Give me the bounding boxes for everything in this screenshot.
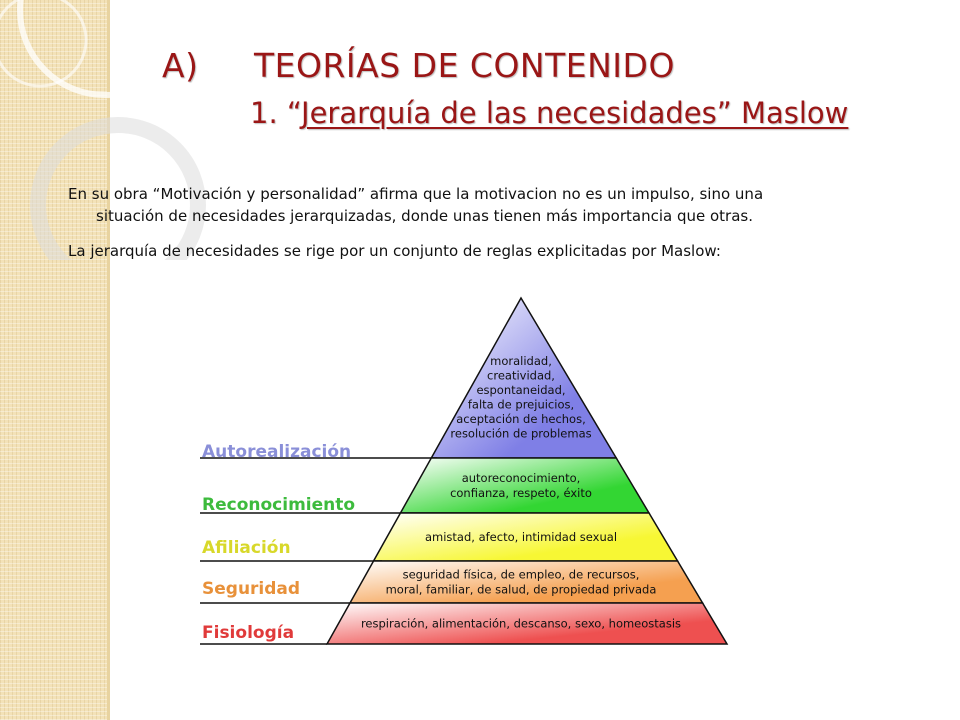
subtitle-underlined: Jerarquía de las necesidades” Maslow [301,96,849,130]
title-main: TEORÍAS DE CONTENIDO [254,46,675,85]
level-label-2: Reconocimiento [202,495,356,515]
layer-1-content-line: creatividad, [487,368,555,383]
level-label-1: Autorealización [202,442,352,462]
intro-line-2: situación de necesidades jerarquizadas, donde unas tienen más importancia que otras. [96,207,753,225]
layer-1-content-line: falta de prejuicios, [467,397,575,412]
layer-3-content-line: amistad, afecto, intimidad sexual [424,530,618,544]
level-label-3: Afiliación [202,538,291,558]
layer-1-content-line: espontaneidad, [476,382,566,397]
layer-1-content-line: moralidad, [490,353,552,368]
layer-2-content-line: autoreconocimiento, [461,471,581,485]
layer-1-content-line: resolución de problemas [450,426,592,441]
level-label-4: Seguridad [202,579,301,599]
layer-5-content-line: respiración, alimentación, descanso, sexo, homeostasis [360,616,682,631]
layer-2-content-line: confianza, respeto, éxito [450,486,592,500]
layer-4-content-line: moral, familiar, de salud, de propiedad privada [385,582,657,597]
level-label-5: Fisiología [202,623,295,643]
rules-paragraph: La jerarquía de necesidades se rige por un conjunto de reglas explicitadas por Maslow: [68,242,721,260]
layer-1-content-line: aceptación de hechos, [456,411,586,426]
subtitle-prefix: 1. “ [250,96,302,130]
intro-line-1: En su obra “Motivación y personalidad” afirma que la motivacion no es un impulso, sino una [68,185,764,203]
title-prefix: A) [162,46,199,85]
layer-4-content-line: seguridad física, de empleo, de recursos, [402,567,640,582]
